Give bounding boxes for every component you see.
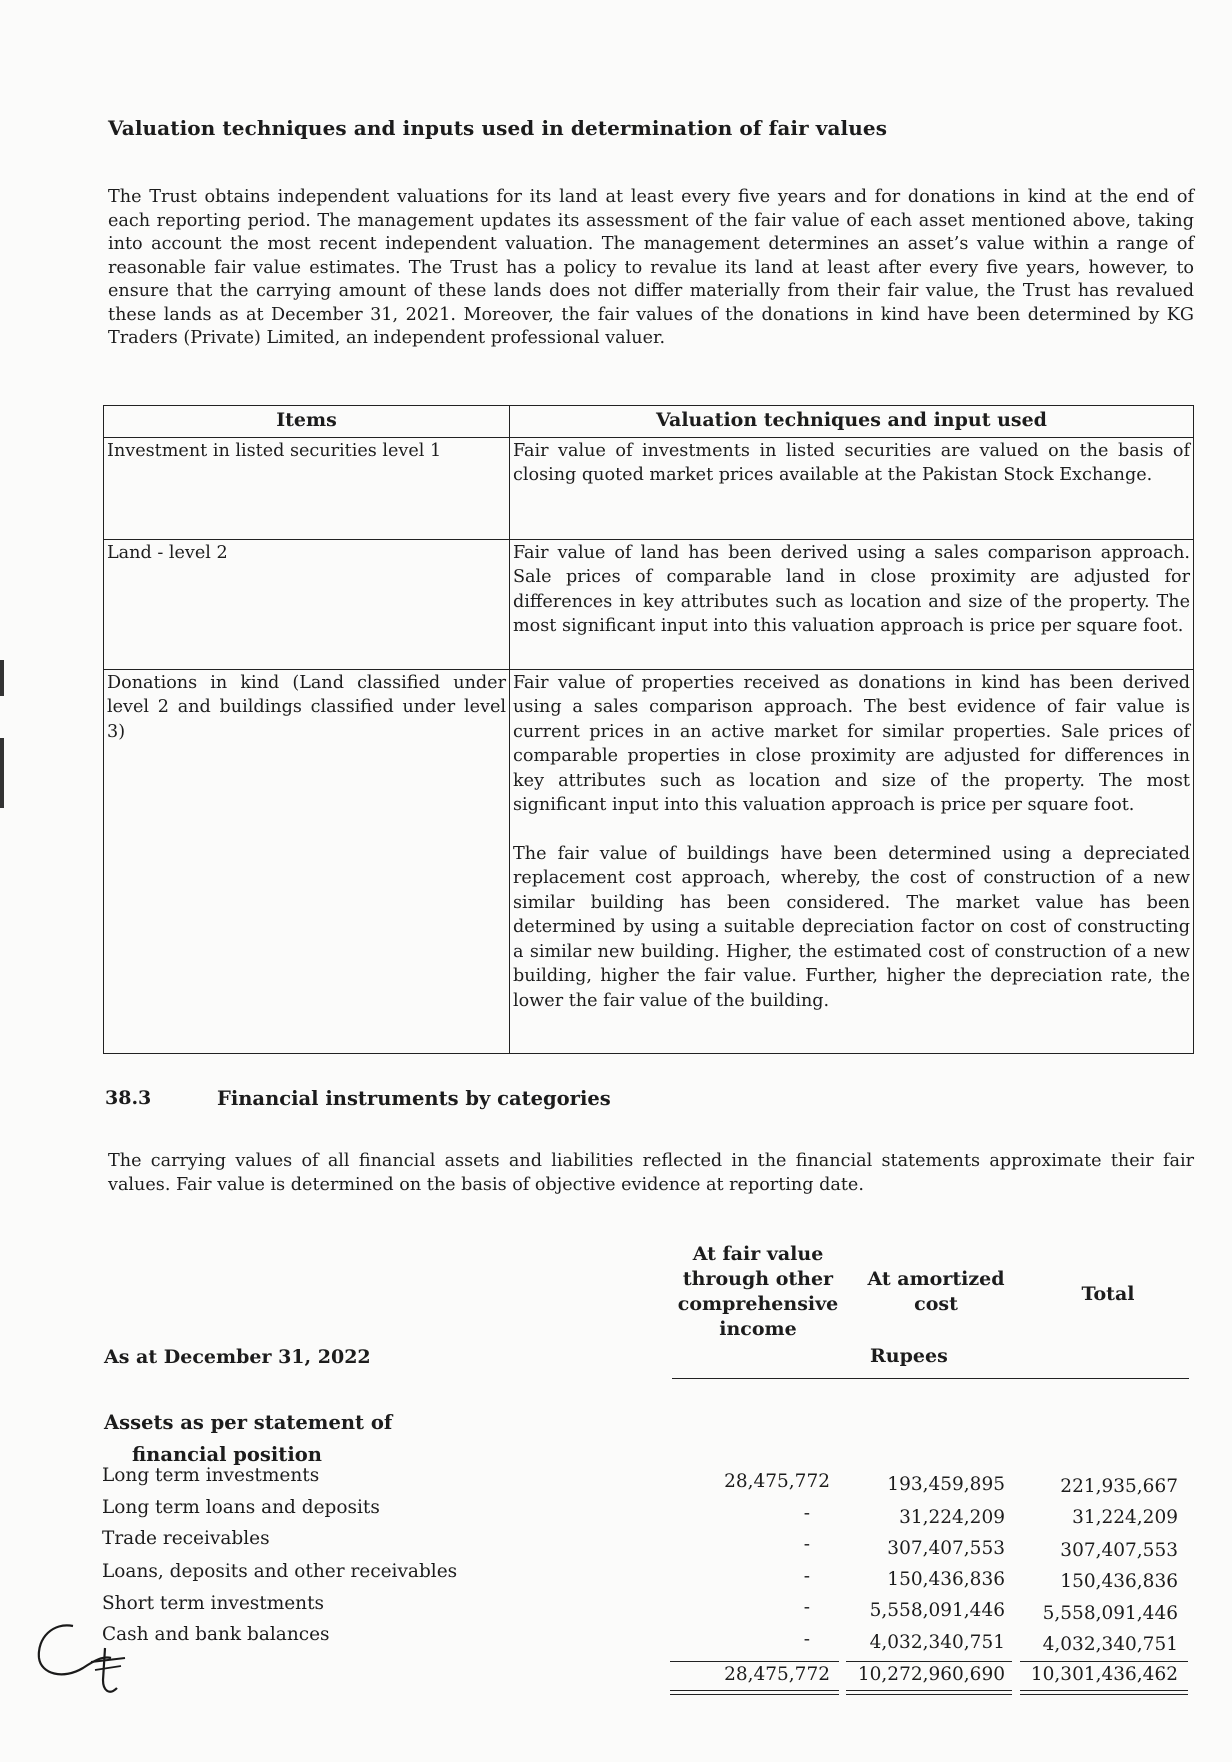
unit-label: Rupees <box>870 1345 948 1367</box>
total-value: 5,558,091,446 <box>1042 1603 1178 1624</box>
valuation-table <box>103 405 1194 1054</box>
item-cell: Investment in listed securities level 1 <box>104 437 510 539</box>
amortized-value: 307,407,553 <box>887 1538 1005 1559</box>
row-label: Cash and bank balances <box>102 1624 330 1645</box>
as-at-date: As at December 31, 2022 <box>104 1346 371 1368</box>
fvoci-value: - <box>803 1566 810 1587</box>
technique-cell <box>510 669 1194 1053</box>
double-rule <box>1020 1694 1188 1695</box>
assets-group-heading: Assets as per statement of financial position <box>104 1411 393 1466</box>
total-value: 221,935,667 <box>1060 1476 1178 1497</box>
table-row <box>104 539 1194 669</box>
fvoci-value: - <box>803 1629 810 1650</box>
double-rule <box>670 1694 839 1695</box>
total-value: 31,224,209 <box>1072 1507 1178 1528</box>
technique-cell: Fair value of investments in listed securities are valued on the basis of closing quoted market prices available at the Pakistan Stock Exchange. <box>510 437 1194 539</box>
fvoci-value: - <box>803 1534 810 1555</box>
row-label: Short term investments <box>102 1593 325 1614</box>
col-items-header: Items <box>104 406 510 438</box>
subtotal-rule <box>1020 1661 1188 1662</box>
table-row <box>104 669 1194 1053</box>
subtotal-rule <box>846 1661 1012 1662</box>
scan-margin-mark <box>0 738 4 808</box>
double-rule <box>1020 1690 1188 1691</box>
item-cell: Donations in kind (Land classified under level 2 and buildings classified under level 3) <box>104 669 510 1053</box>
technique-paragraph: The fair value of buildings have been determined using a depreciated replacement cost approach, whereby, the cost of construction of a new similar building has been considered. The market value has been determined by using a suitable depreciation factor on cost of constructing a similar new building. Higher, the estimated cost of construction of a new building, higher the fair value. Further, higher the depreciation rate, the lower the fair value of the building. <box>513 843 1190 1011</box>
amortized-value: 193,459,895 <box>887 1474 1005 1495</box>
total-value: 4,032,340,751 <box>1042 1634 1178 1655</box>
total-fvoci: 28,475,772 <box>724 1664 830 1685</box>
col-total-header: Total <box>1081 1283 1135 1305</box>
total-value: 307,407,553 <box>1060 1540 1178 1561</box>
technique-paragraph: Fair value of properties received as donations in kind has been derived using a sales comparison approach. The best evidence of fair value is current prices in an active market for similar properties. Sale prices of comparable properties in close proximity are adjusted for differences in key attributes such as location and size of the property. The most significant input into this valuation approach is price per square foot. <box>513 672 1190 815</box>
fvoci-value: 28,475,772 <box>724 1471 830 1492</box>
fvoci-value: - <box>803 1503 810 1524</box>
row-label: Loans, deposits and other receivables <box>102 1561 458 1582</box>
amortized-value: 5,558,091,446 <box>869 1600 1005 1621</box>
fvoci-value: - <box>803 1597 810 1618</box>
row-label: Long term investments <box>102 1465 320 1486</box>
table-row <box>104 437 1194 539</box>
subtotal-rule <box>670 1661 839 1662</box>
row-label: Long term loans and deposits <box>102 1497 380 1518</box>
handwritten-initials-icon <box>33 1618 133 1708</box>
section-number: 38.3 <box>105 1087 152 1109</box>
section-title: Financial instruments by categories <box>217 1087 611 1110</box>
scan-margin-mark <box>0 660 4 696</box>
amortized-value: 4,032,340,751 <box>869 1632 1005 1653</box>
intro-paragraph: The Trust obtains independent valuations for its land at least every five years and for donations in kind at the end of each reporting period. The management updates its assessment of the fair value of each asset mentioned above, taking into account the most recent independent valuation. The management determines an asset’s value within a range of reasonable fair value estimates. The Trust has a policy to revalue its land at least after every five years, however, to ensure that the carrying amount of these lands does not differ materially from their fair value, the Trust has revalued these lands as at December 31, 2021. Moreover, the fair values of the donations in kind have been determined by KG Traders (Private) Limited, an independent professional valuer. <box>108 187 1194 348</box>
total-amortized: 10,272,960,690 <box>857 1664 1005 1685</box>
technique-cell: Fair value of land has been derived using a sales comparison approach. Sale prices of comparable land in close proximity are adjusted for differences in key attributes such as location and size of the property. The most significant input into this valuation approach is price per square foot. <box>510 539 1194 669</box>
double-rule <box>670 1690 839 1691</box>
row-label: Trade receivables <box>102 1528 270 1549</box>
col-fvoci-header: At fair value through other comprehensive income <box>677 1243 839 1340</box>
section-heading: Valuation techniques and inputs used in determination of fair values <box>108 116 888 140</box>
grand-total: 10,301,436,462 <box>1030 1664 1178 1685</box>
amortized-value: 150,436,836 <box>887 1569 1005 1590</box>
col-amortized-header: At amortized cost <box>867 1268 1005 1315</box>
double-rule <box>846 1690 1012 1691</box>
item-cell: Land - level 2 <box>104 539 510 669</box>
header-rule <box>672 1378 1189 1379</box>
amortized-value: 31,224,209 <box>899 1507 1005 1528</box>
section-paragraph: The carrying values of all financial assets and liabilities reflected in the financial statements approximate their fair values. Fair value is determined on the basis of objective evidence at reporting date. <box>108 1151 1194 1195</box>
double-rule <box>846 1694 1012 1695</box>
col-technique-header: Valuation techniques and input used <box>510 406 1194 438</box>
total-value: 150,436,836 <box>1060 1571 1178 1592</box>
